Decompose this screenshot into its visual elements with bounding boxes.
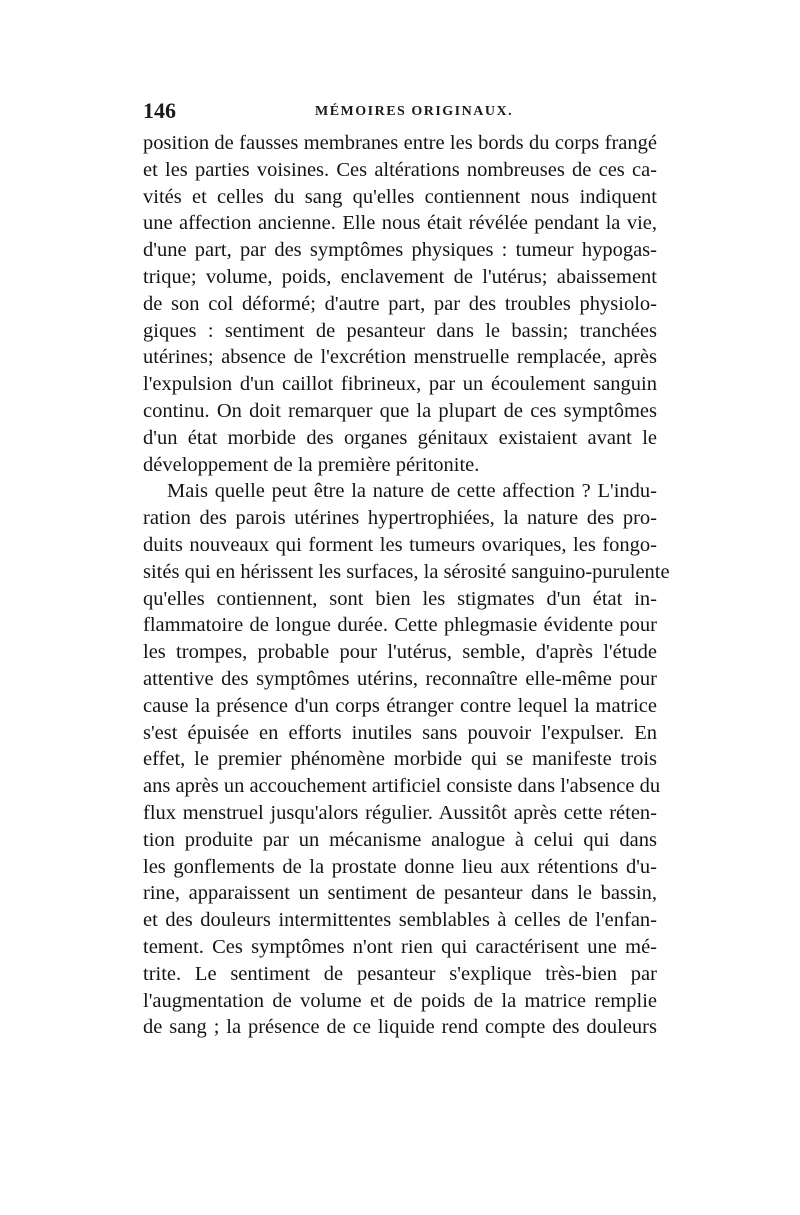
text-line: qu'elles contiennent, sont bien les stigmates d'un état in- (143, 587, 657, 610)
text-line: vités et celles du sang qu'elles contiennent nous indiquent (143, 185, 657, 208)
text-line: effet, le premier phénomène morbide qui se manifeste trois (143, 748, 657, 771)
text-line: Mais quelle peut être la nature de cette affection ? L'indu- (167, 480, 657, 503)
text-line: et les parties voisines. Ces altérations nombreuses de ces ca- (143, 158, 657, 181)
text-line: trite. Le sentiment de pesanteur s'explique très-bien par (143, 962, 657, 985)
text-line: développement de la première péritonite. (143, 453, 480, 476)
text-line: utérines; absence de l'excrétion menstruelle remplacée, après (143, 346, 657, 369)
text-line: s'est épuisée en efforts inutiles sans pouvoir l'expulser. En (143, 721, 657, 744)
text-line: giques : sentiment de pesanteur dans le bassin; tranchées (143, 319, 657, 342)
text-line: flux menstruel jusqu'alors régulier. Aussitôt après cette réten- (143, 801, 657, 824)
text-line: l'expulsion d'un caillot fibrineux, par un écoulement sanguin (143, 373, 657, 396)
text-line: position de fausses membranes entre les bords du corps frangé (143, 132, 657, 154)
text-line: cause la présence d'un corps étranger contre lequel la matrice (143, 694, 657, 717)
text-line: de sang ; la présence de ce liquide rend compte des douleurs (143, 1016, 657, 1039)
text-line: ration des parois utérines hypertrophiées, la nature des pro- (143, 507, 657, 530)
text-line: les trompes, probable pour l'utérus, semble, d'après l'étude (143, 641, 657, 664)
text-line: une affection ancienne. Elle nous était révélée pendant la vie, (143, 212, 657, 235)
text-line: de son col déformé; d'autre part, par des troubles physiolo- (143, 292, 657, 315)
page-number: 146 (143, 98, 176, 123)
text-line: tion produite par un mécanisme analogue à celui qui dans (143, 828, 657, 851)
text-line: d'un état morbide des organes génitaux existaient avant le (143, 426, 657, 449)
body-text (143, 130, 670, 1041)
text-line: les gonflements de la prostate donne lieu aux rétentions d'u- (143, 855, 657, 878)
text-line: rine, apparaissent un sentiment de pesanteur dans le bassin, (143, 882, 657, 905)
text-line: flammatoire de longue durée. Cette phlegmasie évidente pour (143, 614, 657, 637)
paragraph-1 (143, 130, 657, 478)
text-line: trique; volume, poids, enclavement de l'utérus; abaissement (143, 265, 657, 288)
text-line: l'augmentation de volume et de poids de la matrice remplie (143, 989, 657, 1012)
text-line: sités qui en hérissent les surfaces, la sérosité sanguino-purulente (143, 560, 670, 583)
text-line: duits nouveaux qui forment les tumeurs ovariques, les fongo- (143, 533, 657, 556)
text-line: tement. Ces symptômes n'ont rien qui caractérisent une mé- (143, 935, 657, 958)
text-line: attentive des symptômes utérins, reconnaître elle-même pour (143, 667, 657, 690)
text-line: continu. On doit remarquer que la plupart de ces symptômes (143, 399, 657, 422)
text-line: et des douleurs intermittentes semblables à celles de l'enfan- (143, 909, 657, 932)
text-line: ans après un accouchement artificiel consiste dans l'absence du (143, 775, 661, 798)
page-header (143, 96, 665, 130)
paragraph-2 (143, 478, 670, 1041)
running-head: MÉMOIRES ORIGINAUX. (315, 104, 514, 119)
text-line: d'une part, par des symptômes physiques : tumeur hypogas- (143, 239, 657, 262)
